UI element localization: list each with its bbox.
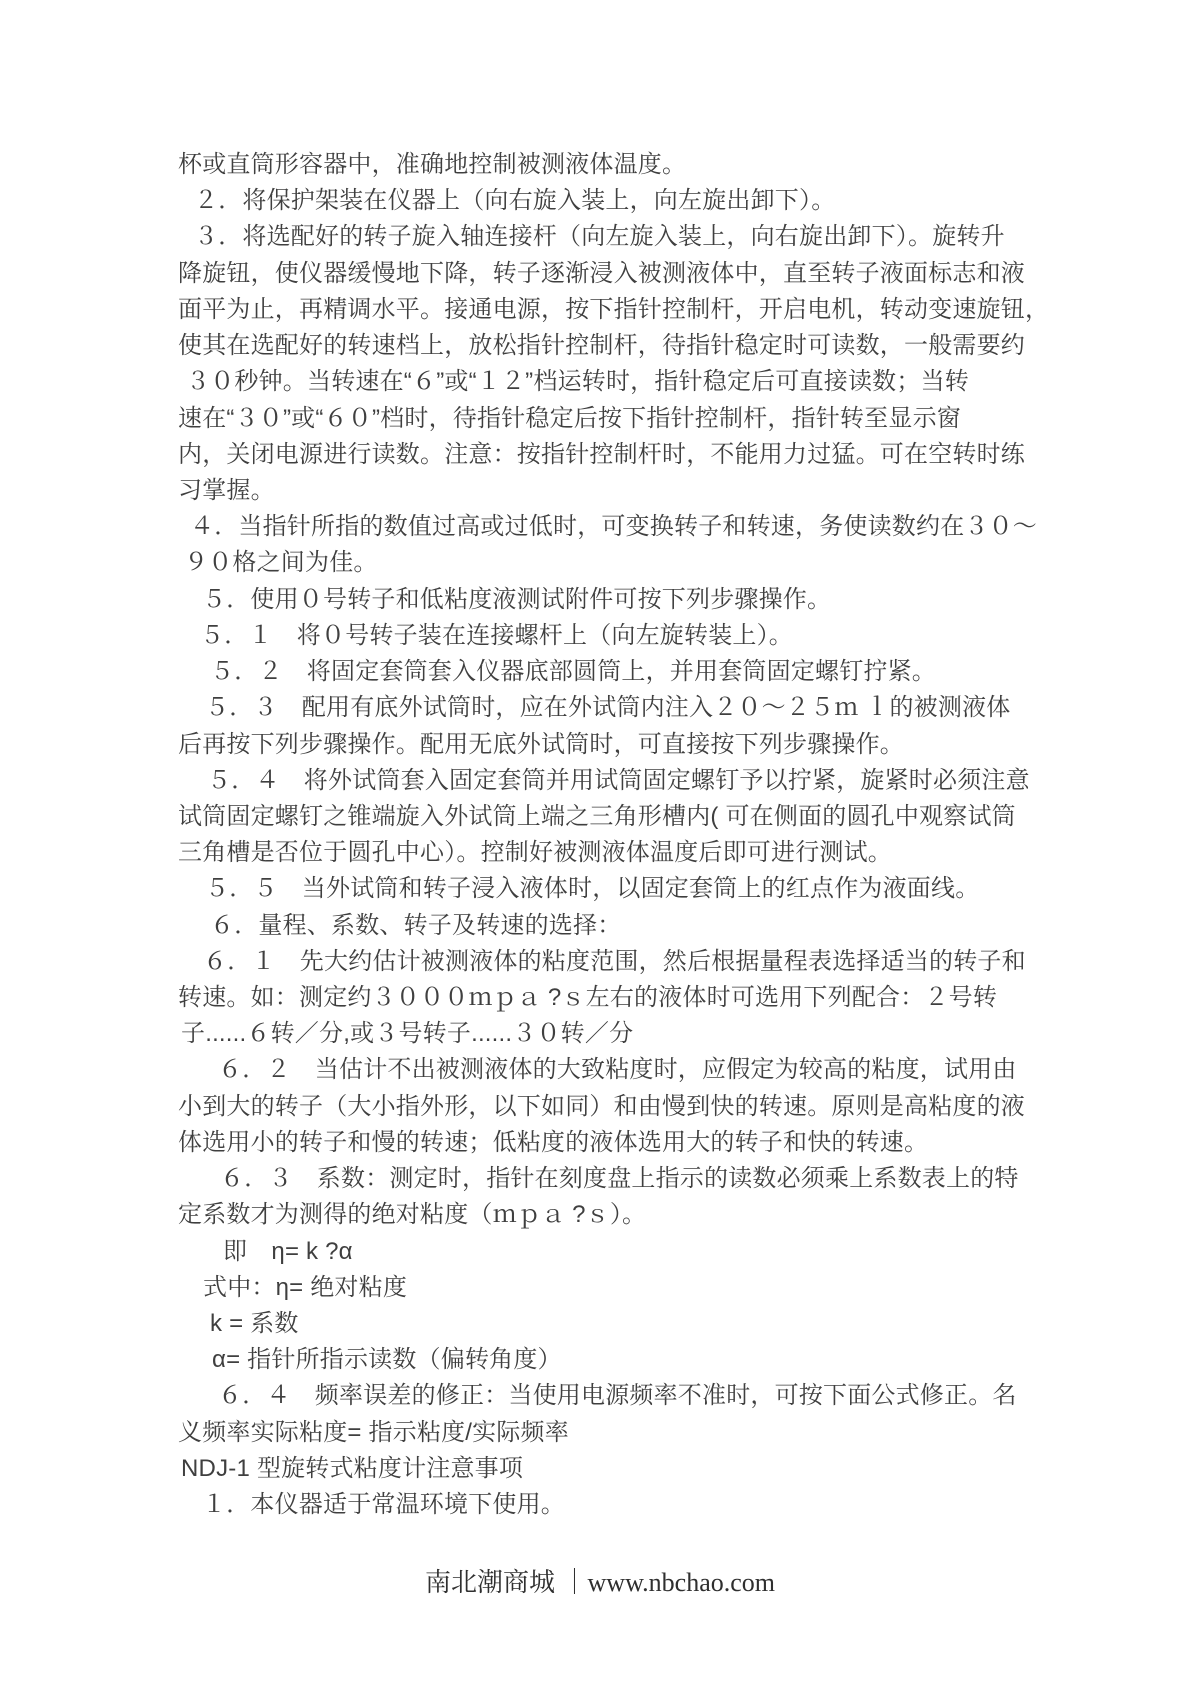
text-line: 义频率实际粘度= 指示粘度/实际频率	[178, 1418, 569, 1446]
text-line: 试筒固定螺钉之锥端旋入外试筒上端之三角形槽内( 可在侧面的圆孔中观察试筒	[178, 802, 1016, 830]
text-line: ６．４ 频率误差的修正：当使用电源频率不准时，可按下面公式修正。名	[218, 1382, 1017, 1410]
text-line: ５．３ 配用有底外试筒时，应在外试筒内注入２０～２５ｍ ｌ的被测液体	[205, 694, 1011, 722]
text-line: 习掌握。	[178, 476, 275, 504]
text-line: ５．使用０号转子和低粘度液测试附件可按下列步骤操作。	[202, 585, 832, 613]
text-line: 速在“３０”或“６０”档时，待指针稳定后按下指针控制杆，指针转至显示窗	[178, 404, 961, 432]
text-line: １．本仪器适于常温环境下使用。	[202, 1491, 565, 1519]
text-line: 体选用小的转子和慢的转速；低粘度的液体选用大的转子和快的转速。	[178, 1128, 929, 1156]
text-line: ５．１ 将０号转子装在连接螺杆上（向左旋转装上）。	[200, 621, 793, 649]
text-line: ２．将保护架装在仪器上（向右旋入装上，向左旋出卸下）。	[194, 187, 836, 215]
document-body	[178, 147, 1058, 1523]
text-line: 后再按下列步骤操作。配用无底外试筒时，可直接按下列步骤操作。	[178, 730, 904, 758]
text-line: ４．当指针所指的数值过高或过低时，可变换转子和转速，务使读数约在３０～	[190, 513, 1037, 541]
text-line: ５．２ 将固定套筒套入仪器底部圆筒上，并用套筒固定螺钉拧紧。	[210, 658, 936, 686]
footer-url: www.nbchao.com	[587, 1568, 775, 1597]
text-line: ６．３ 系数：测定时，指针在刻度盘上指示的读数必须乘上系数表上的特	[220, 1165, 1019, 1193]
text-line: 面平为止，再精调水平。接通电源，按下指针控制杆，开启电机，转动变速旋钮，	[178, 295, 1050, 323]
text-line: 转速。如：测定约３０００ｍｐａ ?ｓ左右的液体时可选用下列配合：２号转	[178, 984, 998, 1012]
text-line: 内，关闭电源进行读数。注意：按指针控制杆时，不能用力过猛。可在空转时练	[178, 440, 1025, 468]
text-line: ９０格之间为佳。	[184, 549, 378, 577]
text-line: NDJ-1 型旋转式粘度计注意事项	[181, 1454, 524, 1482]
text-line: ５．５ 当外试筒和转子浸入液体时，以固定套筒上的红点作为液面线。	[205, 875, 980, 903]
text-line: 小到大的转子（大小指外形，以下如同）和由慢到快的转速。原则是高粘度的液	[178, 1092, 1025, 1120]
text-line: 定系数才为测得的绝对粘度（ｍｐａ ?ｓ）。	[178, 1201, 647, 1229]
text-line: ６．２ 当估计不出被测液体的大致粘度时，应假定为较高的粘度，试用由	[218, 1056, 1017, 1084]
text-line: k = 系数	[210, 1310, 299, 1337]
text-line: 式中：η= 绝对粘度	[203, 1273, 408, 1301]
text-line: 降旋钮，使仪器缓慢地下降，转子逐渐浸入被测液体中，直至转子液面标志和液	[178, 259, 1025, 287]
footer-site-name: 南北潮商城	[424, 1568, 555, 1597]
text-line: ５．４ 将外试筒套入固定套筒并用试筒固定螺钉予以拧紧，旋紧时必须注意	[207, 766, 1030, 794]
text-line: ６．量程、系数、转子及转速的选择：	[210, 911, 622, 939]
text-line: 使其在选配好的转速档上，放松指针控制杆，待指针稳定时可读数，一般需要约	[178, 332, 1025, 360]
text-line: 杯或直筒形容器中，准确地控制被测液体温度。	[178, 151, 687, 178]
text-line: ６．１ 先大约估计被测液体的粘度范围，然后根据量程表选择适当的转子和	[203, 947, 1026, 975]
footer-separator: ｜	[555, 1568, 588, 1597]
text-line: ３．将选配好的转子旋入轴连接杆（向左旋入装上，向右旋出卸下）。旋转升	[194, 223, 1005, 251]
text-line: α= 指针所指示读数（偏转角度）	[212, 1346, 562, 1374]
text-line: ３０秒钟。当转速在“６”或“１２”档运转时，指针稳定后可直接读数；当转	[186, 368, 969, 396]
text-line: 三角槽是否位于圆孔中心）。控制好被测液体温度后即可进行测试。	[178, 839, 892, 867]
text-line: 即 η= k ?α	[223, 1237, 353, 1265]
text-line: 子......６转／分,或３号转子......３０转／分	[181, 1020, 634, 1048]
page-footer	[0, 1562, 1200, 1599]
